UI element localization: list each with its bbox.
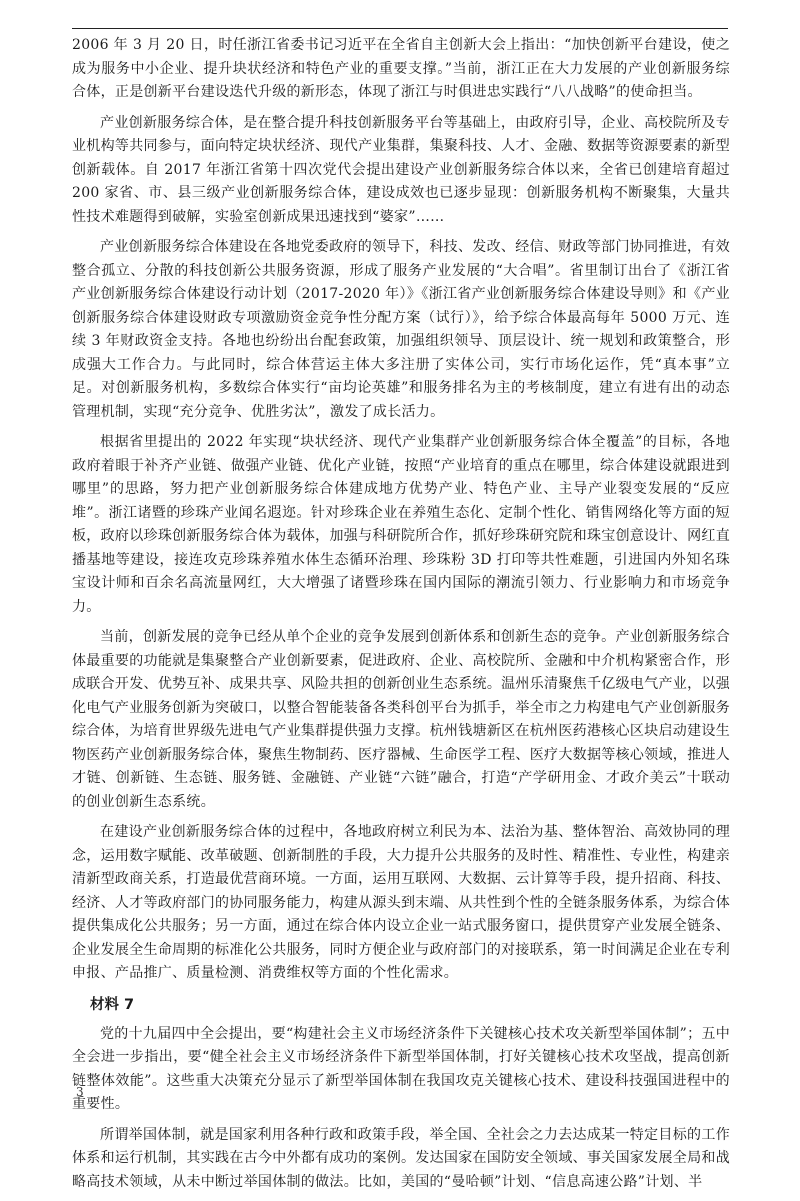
header-rule [72, 28, 728, 29]
paragraph: 党的十九届四中全会提出，要“构建社会主义市场经济条件下关键核心技术攻关新型举国体制”；五中全会进一步指出，要“健全社会主义市场经济条件下新型举国体制，打好关键核心技术攻坚战，提高创新链整体效能”。这些重大决策充分显示了新型举国体制在我国攻克关键核心技术、建设科技强国进程中的重要性。 [72, 1025, 730, 1112]
paragraph: 当前，创新发展的竞争已经从单个企业的竞争发展到创新体系和创新生态的竞争。产业创新服务综合体最重要的功能就是集聚整合产业创新要素，促进政府、企业、高校院所、金融和中介机构紧密合作，形成联合开发、优势互补、成果共享、风险共担的创新创业生态系统。温州乐清聚焦千亿级电气产业，以强化电气产业服务创新为突破口，以整合智能装备各类科创平台为抓手，举全市之力构建电气产业创新服务综合体，为培育世界级先进电气产业集群提供强力支撑。杭州钱塘新区在杭州医药港核心区块启动建设生物医药产业创新服务综合体，聚焦生物制药、医疗器械、生命医学工程、医疗大数据等核心领域，推进人才链、创新链、生态链、服务链、金融链、产业链“六链”融合，打造“产学研用金、才政介美云”十联动的创业创新生态系统。 [72, 629, 730, 810]
paragraph: 所谓举国体制，就是国家利用各种行政和政策手段，举全国、全社会之力去达成某一特定目标的工作体系和运行机制，其实践在古今中外都有成功的案例。发达国家在国防安全领域、事关国家发展全局和战略高技术领域，从未中断过举国体制的做法。比如，美国的“曼哈顿”计划、“信息高速公路”计划、半 [72, 1126, 730, 1190]
paragraph: 产业创新服务综合体，是在整合提升科技创新服务平台等基础上，由政府引导，企业、高校院所及专业机构等共同参与，面向特定块状经济、现代产业集群，集聚科技、人才、金融、数据等资源要素的新型创新载体。自 2017 年浙江省第十四次党代会提出建设产业创新服务综合体以来，全省已创建培育超过 200 家省、市、县三级产业创新服务综合体，建设成效也已逐步显现：创新服务机构不断聚集，大量共性技术难题得到破解，实验室创新成果迅速找到“婆家”…… [72, 114, 730, 225]
paragraph: 产业创新服务综合体建设在各地党委政府的领导下，科技、发改、经信、财政等部门协同推进，有效整合孤立、分散的科技创新公共服务资源，形成了服务产业发展的“大合唱”。省里制订出台了《浙江省产业创新服务综合体建设行动计划（2017-2020 年）》《浙江省产业创新服务综合体建设导则》和《产业创新服务综合体建设财政专项激励资金竞争性分配方案（试行）》，给予综合体最高每年 5000 万元、连续 3 年财政资金支持。各地也纷纷出台配套政策，加强组织领导、顶层设计、统一规划和政策整合，形成强大工作合力。与此同时，综合体营运主体大多注册了实体公司，实行市场化运作，凭“真本事”立足。对创新服务机构，多数综合体实行“亩均论英雄”和服务排名为主的考核制度，建立有进有出的动态管理机制，实现“充分竞争、优胜劣汰”，激发了成长活力。 [72, 239, 730, 420]
document-body [72, 34, 730, 1201]
paragraph: 在建设产业创新服务综合体的过程中，各地政府树立利民为本、法治为基、整体智治、高效协同的理念，运用数字赋能、改革破题、创新制胜的手段，大力提升公共服务的及时性、精准性、专业性，构建亲清新型政商关系，打造最优营商环境。一方面，运用互联网、大数据、云计算等手段，提升招商、科技、经济、人才等政府部门的协同服务能力，构建从源头到末端、从共性到个性的全链条服务体系，为综合体提供集成化公共服务；另一方面，通过在综合体内设立企业一站式服务窗口，提供贯穿产业发展全链条、企业发展全生命周期的标准化公共服务，同时方便企业与政府部门的对接联系，第一时间满足企业在专利申报、产品推广、质量检测、消费维权等方面的个性化需求。 [72, 824, 730, 981]
paragraph: 根据省里提出的 2022 年实现“块状经济、现代产业集群产业创新服务综合体全覆盖”的目标，各地政府着眼于补齐产业链、做强产业链、优化产业链，按照“产业培育的重点在哪里，综合体建设就跟进到哪里”的思路，努力把产业创新服务综合体建成地方优势产业、特色产业、主导产业裂变发展的“反应堆”。浙江诸暨的珍珠产业闻名遐迩。针对珍珠企业在养殖生态化、定制个性化、销售网络化等方面的短板，政府以珍珠创新服务综合体为载体，加强与科研院所合作，抓好珍珠研究院和珠宝创意设计、网红直播基地等建设，接连攻克珍珠养殖水体生态循环治理、珍珠粉 3D 打印等共性难题，引进国内外知名珠宝设计师和百余名高流量网红，大大增强了诸暨珍珠在国内国际的潮流引领力、行业影响力和市场竞争力。 [72, 434, 730, 615]
page-number: 3 [76, 1085, 84, 1099]
paragraph-intro: 2006 年 3 月 20 日，时任浙江省委书记习近平在全省自主创新大会上指出：“加快创新平台建设，使之成为服务中小企业、提升块状经济和特色产业的重要支撑。”当前，浙江正在大力发展的产业创新服务综合体，正是创新平台建设迭代升级的新形态，体现了浙江与时俱进忠实践行“八八战略”的使命担当。 [72, 37, 730, 100]
section-heading: 材料 7 [90, 996, 135, 1013]
